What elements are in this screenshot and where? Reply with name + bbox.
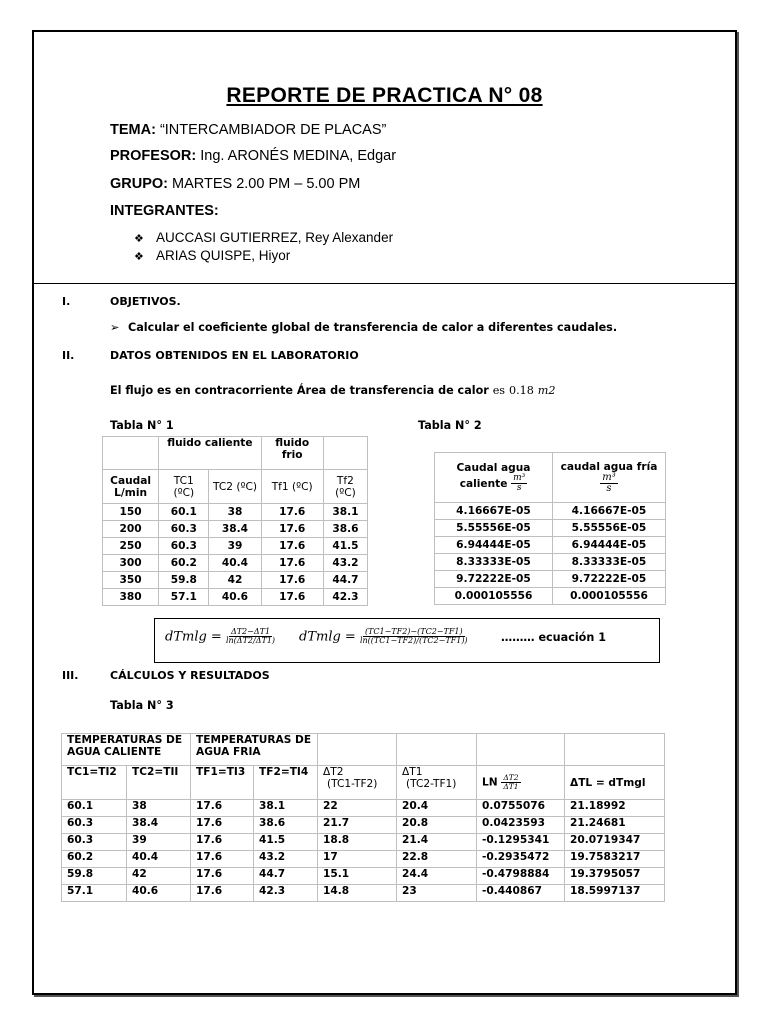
integrantes-line bbox=[110, 203, 219, 219]
eq-lhs: dTmlg = bbox=[165, 629, 222, 645]
table-cell: 38.6 bbox=[323, 521, 367, 538]
table-cell: 59.8 bbox=[159, 572, 209, 589]
eq-num1: ΔT2−ΔT1 bbox=[230, 627, 271, 636]
t3-empty-cell bbox=[565, 734, 665, 766]
table-cell: 17.6 bbox=[191, 800, 254, 817]
integrante-item bbox=[134, 248, 290, 263]
t3-col-dt1 bbox=[397, 766, 477, 800]
flow-area: 0.18 bbox=[508, 384, 534, 397]
table-cell: 60.2 bbox=[62, 851, 127, 868]
t1-col-tc1: TC1 (ºC) bbox=[159, 470, 209, 504]
t3-ln-den: ΔT1 bbox=[503, 782, 519, 791]
table-cell: 44.7 bbox=[254, 868, 318, 885]
table-cell: 0.000105556 bbox=[553, 588, 666, 605]
table-cell: 17.6 bbox=[261, 589, 323, 606]
table-cell: 17.6 bbox=[191, 834, 254, 851]
tabla2 bbox=[434, 452, 666, 605]
t3-col-ln-label: LN bbox=[482, 776, 498, 789]
table-row bbox=[62, 885, 665, 902]
t3-col-dt1-label: ΔT1 bbox=[402, 766, 423, 778]
table-cell: 60.3 bbox=[159, 538, 209, 555]
flow-statement bbox=[110, 384, 556, 397]
table-row bbox=[435, 554, 666, 571]
grupo-label: GRUPO: bbox=[110, 176, 168, 192]
table-row bbox=[103, 504, 368, 521]
table-cell: 17.6 bbox=[191, 868, 254, 885]
table-row bbox=[103, 555, 368, 572]
table-cell: 17.6 bbox=[261, 555, 323, 572]
table-row bbox=[62, 851, 665, 868]
table-cell: 42 bbox=[127, 868, 191, 885]
objective-text: Calcular el coeficiente global de transferencia de calor a diferentes caudales. bbox=[128, 321, 618, 334]
t3-col-dt2-label: ΔT2 bbox=[323, 766, 344, 778]
table-cell: 40.6 bbox=[127, 885, 191, 902]
tabla1-caption: Tabla N° 1 bbox=[110, 419, 174, 432]
table-cell: 6.94444E-05 bbox=[553, 537, 666, 554]
eq-den1: ln(ΔT2/ΔT1) bbox=[225, 636, 276, 646]
t3-col-tf2: TF2=TI4 bbox=[254, 766, 318, 800]
t3-ln-fraction bbox=[501, 774, 520, 791]
section-title-datos: DATOS OBTENIDOS EN EL LABORATORIO bbox=[110, 349, 359, 362]
flow-es: es bbox=[492, 384, 506, 397]
profesor-value: Ing. ARONÉS MEDINA, Edgar bbox=[196, 148, 397, 164]
t1-col-caudal: Caudal L/min bbox=[103, 470, 159, 504]
t3-col-dtl: ΔTL = dTmgl bbox=[565, 766, 665, 800]
table-cell: 40.4 bbox=[127, 851, 191, 868]
table-cell: 8.33333E-05 bbox=[435, 554, 553, 571]
table-row bbox=[103, 572, 368, 589]
table-cell: 59.8 bbox=[62, 868, 127, 885]
table-cell: 38.6 bbox=[254, 817, 318, 834]
report-title: REPORTE DE PRACTICA N° 08 bbox=[226, 84, 543, 107]
equation-2 bbox=[299, 628, 468, 646]
table-cell: 57.1 bbox=[62, 885, 127, 902]
table-cell: 60.1 bbox=[159, 504, 209, 521]
table-cell: 38.1 bbox=[254, 800, 318, 817]
table-cell: 0.0755076 bbox=[477, 800, 565, 817]
t2-unit-den: s bbox=[516, 483, 522, 493]
table-cell: 150 bbox=[103, 504, 159, 521]
table-cell: 17.6 bbox=[261, 572, 323, 589]
table-cell: 44.7 bbox=[323, 572, 367, 589]
t2-unit-den: s bbox=[606, 483, 612, 494]
tema-value: “INTERCAMBIADOR DE PLACAS” bbox=[155, 122, 387, 138]
t3-col-tf1: TF1=TI3 bbox=[191, 766, 254, 800]
table-cell: 18.8 bbox=[318, 834, 397, 851]
table-cell: 17 bbox=[318, 851, 397, 868]
table-cell: 17.6 bbox=[191, 817, 254, 834]
table-cell: 22.8 bbox=[397, 851, 477, 868]
diamond-bullet-icon: ❖ bbox=[134, 251, 144, 263]
table-cell: 21.24681 bbox=[565, 817, 665, 834]
section-title-calculos: CÁLCULOS Y RESULTADOS bbox=[110, 669, 270, 682]
table-cell: 21.7 bbox=[318, 817, 397, 834]
table-cell: -0.2935472 bbox=[477, 851, 565, 868]
profesor-label: PROFESOR: bbox=[110, 148, 197, 164]
table-cell: 42.3 bbox=[254, 885, 318, 902]
eq-den2: ln((TC1−TF2)/(TC2−TF1)) bbox=[359, 636, 468, 646]
table-cell: 23 bbox=[397, 885, 477, 902]
table-cell: 380 bbox=[103, 589, 159, 606]
section-title-objetivos: OBJETIVOS. bbox=[110, 295, 181, 308]
eq-fraction-2 bbox=[360, 628, 468, 646]
table-row bbox=[62, 817, 665, 834]
table-cell: 60.3 bbox=[62, 834, 127, 851]
table-cell: 39 bbox=[127, 834, 191, 851]
section-number: III. bbox=[62, 669, 79, 682]
flow-unit: m2 bbox=[537, 384, 556, 397]
table-cell: 300 bbox=[103, 555, 159, 572]
table-cell: 22 bbox=[318, 800, 397, 817]
table-row bbox=[103, 521, 368, 538]
t2-unit-num: m³ bbox=[513, 472, 526, 483]
table-cell: 40.6 bbox=[209, 589, 261, 606]
t3-col-dt2-expr: (TC1-TF2) bbox=[327, 778, 378, 790]
table-cell: 43.2 bbox=[323, 555, 367, 572]
table-cell: -0.1295341 bbox=[477, 834, 565, 851]
table-cell: 5.55556E-05 bbox=[553, 520, 666, 537]
integrante-name: ARIAS QUISPE, Hiyor bbox=[156, 248, 291, 263]
table-cell: 5.55556E-05 bbox=[435, 520, 553, 537]
table-cell: 19.3795057 bbox=[565, 868, 665, 885]
objective-item bbox=[110, 321, 617, 334]
section-number: II. bbox=[62, 349, 75, 362]
tabla1 bbox=[102, 436, 368, 606]
eq-num2: (TC1−TF2)−(TC2−TF1) bbox=[364, 627, 463, 636]
table-cell: 60.3 bbox=[62, 817, 127, 834]
t2-unit-num: m³ bbox=[602, 471, 616, 483]
grupo-line bbox=[110, 176, 360, 192]
table-cell: 42 bbox=[209, 572, 261, 589]
table-cell: 17.6 bbox=[261, 521, 323, 538]
equation-1 bbox=[165, 628, 275, 646]
t3-empty-cell bbox=[477, 734, 565, 766]
flow-text: El flujo es en contracorriente Área de transferencia de calor bbox=[110, 384, 489, 397]
table-cell: 17.6 bbox=[261, 504, 323, 521]
profesor-line bbox=[110, 148, 396, 164]
t1-col-tf2: Tf2 (ºC) bbox=[323, 470, 367, 504]
t3-col-ln bbox=[477, 766, 565, 800]
table-cell: -0.4798884 bbox=[477, 868, 565, 885]
table-cell: 6.94444E-05 bbox=[435, 537, 553, 554]
table-row bbox=[435, 520, 666, 537]
equation-box bbox=[154, 618, 660, 663]
table-cell: 60.2 bbox=[159, 555, 209, 572]
t2-col-caliente-line2: caliente bbox=[459, 477, 508, 490]
t3-col-dt1-expr: (TC2-TF1) bbox=[406, 778, 457, 790]
table-row bbox=[103, 589, 368, 606]
table-cell: 21.18992 bbox=[565, 800, 665, 817]
tabla3-caption: Tabla N° 3 bbox=[110, 699, 174, 712]
t1-col-tc2: TC2 (ºC) bbox=[209, 470, 261, 504]
table-cell: 9.72222E-05 bbox=[553, 571, 666, 588]
table-cell: 0.000105556 bbox=[435, 588, 553, 605]
eq-lhs: dTmlg = bbox=[299, 629, 356, 645]
table-cell: 0.0423593 bbox=[477, 817, 565, 834]
t1-group-frio: fluido frio bbox=[261, 437, 323, 470]
table-cell: 43.2 bbox=[254, 851, 318, 868]
eq-fraction-1 bbox=[226, 628, 275, 646]
table-cell: 4.16667E-05 bbox=[553, 503, 666, 520]
t3-ln-num: ΔT2 bbox=[503, 773, 519, 783]
table-row bbox=[435, 537, 666, 554]
table-cell: 20.8 bbox=[397, 817, 477, 834]
table-row bbox=[62, 868, 665, 885]
t3-col-tc1: TC1=TI2 bbox=[62, 766, 127, 800]
t3-empty-cell bbox=[397, 734, 477, 766]
table-cell: 57.1 bbox=[159, 589, 209, 606]
table-cell: 8.33333E-05 bbox=[553, 554, 666, 571]
tabla3 bbox=[61, 733, 665, 902]
table-row bbox=[62, 834, 665, 851]
integrantes-label: INTEGRANTES: bbox=[110, 203, 219, 219]
table-cell: 21.4 bbox=[397, 834, 477, 851]
t3-col-tc2: TC2=TII bbox=[127, 766, 191, 800]
table-cell: 17.6 bbox=[261, 538, 323, 555]
integrante-item bbox=[134, 230, 393, 245]
table-cell: 18.5997137 bbox=[565, 885, 665, 902]
section-number: I. bbox=[62, 295, 71, 308]
table-cell: 19.7583217 bbox=[565, 851, 665, 868]
table-cell: 250 bbox=[103, 538, 159, 555]
table-cell: 350 bbox=[103, 572, 159, 589]
table-cell: 17.6 bbox=[191, 851, 254, 868]
t1-group-caliente: fluido caliente bbox=[159, 437, 261, 470]
table-cell: 40.4 bbox=[209, 555, 261, 572]
table-cell: 17.6 bbox=[191, 885, 254, 902]
table-cell: 38 bbox=[127, 800, 191, 817]
t2-col-caliente-line1: Caudal agua bbox=[456, 461, 531, 474]
t3-empty-cell bbox=[318, 734, 397, 766]
t1-empty-cell bbox=[103, 437, 159, 470]
t2-unit-fraction bbox=[511, 474, 527, 494]
table-cell: 9.72222E-05 bbox=[435, 571, 553, 588]
t2-unit-fraction bbox=[600, 473, 618, 495]
t3-group-caliente: TEMPERATURAS DE AGUA CALIENTE bbox=[62, 734, 191, 766]
t1-empty-cell bbox=[323, 437, 367, 470]
table-cell: 42.3 bbox=[323, 589, 367, 606]
header-divider bbox=[32, 283, 737, 284]
table-row bbox=[103, 538, 368, 555]
table-row bbox=[435, 588, 666, 605]
t2-col-fria bbox=[553, 453, 666, 503]
table-cell: 38.1 bbox=[323, 504, 367, 521]
tabla2-caption: Tabla N° 2 bbox=[418, 419, 482, 432]
table-cell: 60.3 bbox=[159, 521, 209, 538]
table-row bbox=[62, 800, 665, 817]
grupo-value: MARTES 2.00 PM – 5.00 PM bbox=[168, 176, 361, 192]
table-row bbox=[435, 503, 666, 520]
table-cell: 200 bbox=[103, 521, 159, 538]
table-cell: 41.5 bbox=[323, 538, 367, 555]
table-cell: 60.1 bbox=[62, 800, 127, 817]
table-cell: 4.16667E-05 bbox=[435, 503, 553, 520]
t2-col-fria-label: caudal agua fría bbox=[560, 460, 658, 473]
table-cell: 38.4 bbox=[127, 817, 191, 834]
table-cell: 38.4 bbox=[209, 521, 261, 538]
table-cell: 41.5 bbox=[254, 834, 318, 851]
t2-col-caliente bbox=[435, 453, 553, 503]
t3-col-dt2 bbox=[318, 766, 397, 800]
integrante-name: AUCCASI GUTIERREZ, Rey Alexander bbox=[156, 230, 394, 245]
tema-label: TEMA: bbox=[110, 122, 156, 138]
table-cell: 15.1 bbox=[318, 868, 397, 885]
table-cell: 24.4 bbox=[397, 868, 477, 885]
equation-label: ……… ecuación 1 bbox=[501, 631, 606, 644]
table-row bbox=[435, 571, 666, 588]
table-cell: 20.0719347 bbox=[565, 834, 665, 851]
table-cell: 38 bbox=[209, 504, 261, 521]
table-cell: 14.8 bbox=[318, 885, 397, 902]
diamond-bullet-icon: ❖ bbox=[134, 233, 144, 245]
arrow-bullet-icon: ➢ bbox=[110, 321, 120, 334]
table-cell: 20.4 bbox=[397, 800, 477, 817]
table-cell: -0.440867 bbox=[477, 885, 565, 902]
t3-group-fria: TEMPERATURAS DE AGUA FRIA bbox=[191, 734, 318, 766]
table-cell: 39 bbox=[209, 538, 261, 555]
t1-col-tf1: Tf1 (ºC) bbox=[261, 470, 323, 504]
tema-line bbox=[110, 122, 386, 138]
